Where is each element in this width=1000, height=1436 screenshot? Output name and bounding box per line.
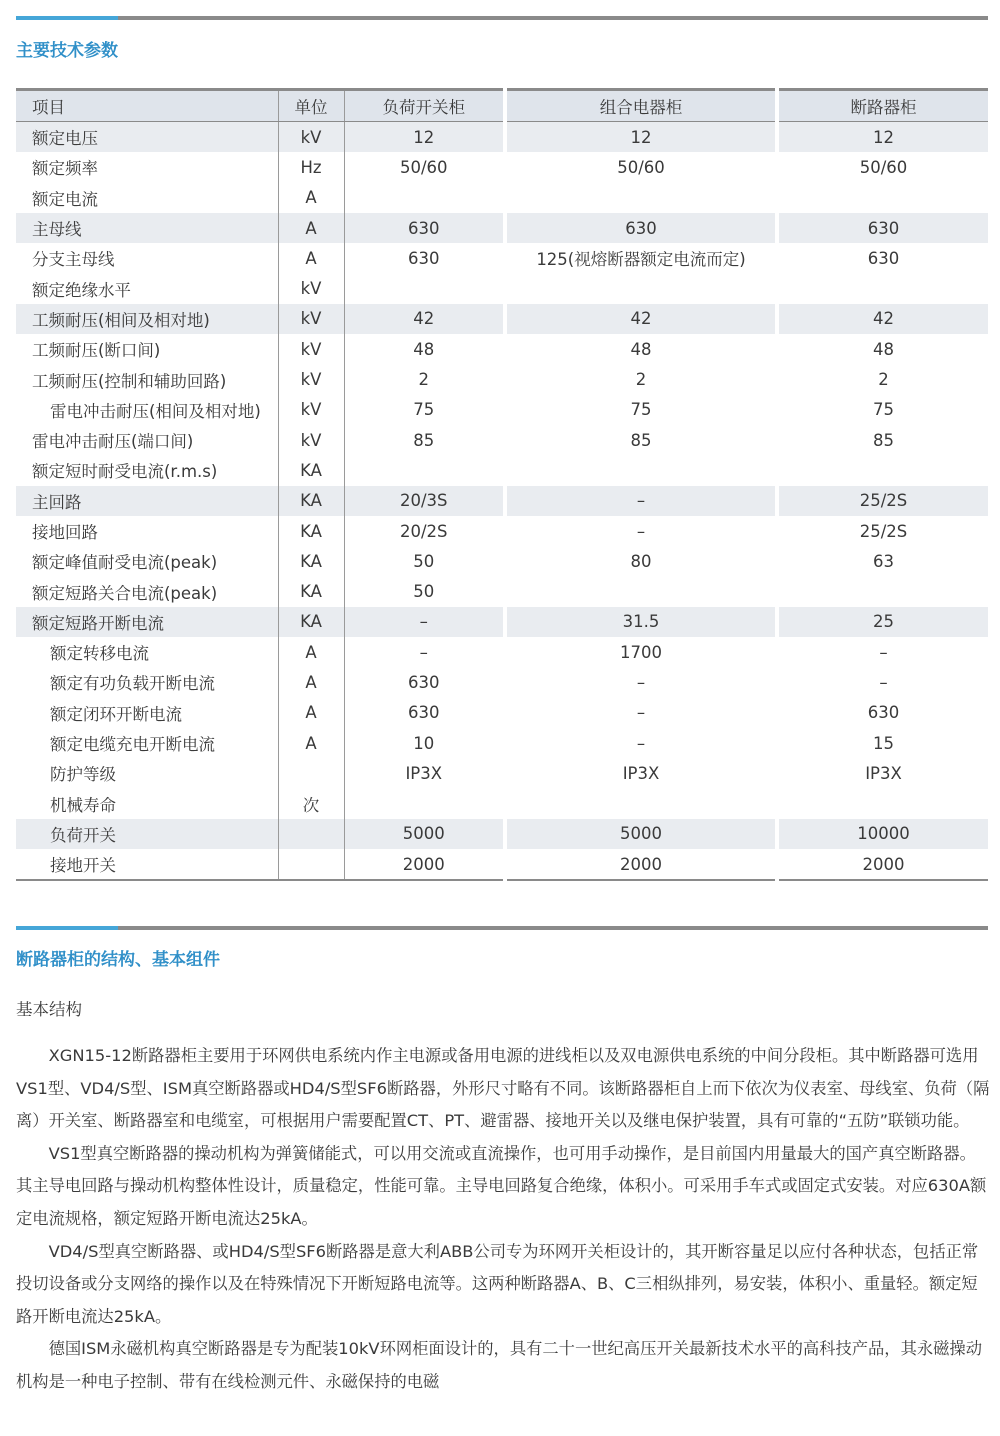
header-unit: 单位: [278, 90, 344, 122]
table-row: [16, 243, 988, 273]
row-value-combined: 75: [505, 395, 777, 425]
header-breaker-cabinet: 断路器柜: [777, 90, 988, 122]
row-unit: A: [278, 728, 344, 758]
row-item-label: 分支主母线: [16, 243, 278, 273]
row-value-load-switch: IP3X: [344, 758, 505, 788]
row-value-breaker: 50/60: [859, 157, 908, 177]
row-value-load-switch: 10: [344, 728, 505, 758]
row-item-label: 雷电冲击耐压(相间及相对地): [16, 395, 278, 425]
row-value-load-switch: 2000: [344, 849, 505, 880]
row-value-combined: 2000: [505, 849, 777, 880]
row-value-breaker: 2000: [777, 849, 988, 880]
table-row: [16, 516, 988, 546]
table-row: [16, 334, 988, 364]
row-unit: A: [278, 698, 344, 728]
row-value-load-switch: 630: [344, 213, 505, 243]
header-load-switch-cabinet: 负荷开关柜: [344, 90, 505, 122]
row-value-combined: 80: [505, 546, 777, 576]
row-item-label: 额定短时耐受电流(r.m.s): [16, 455, 278, 485]
row-value-breaker: 2: [878, 370, 889, 390]
table-row: [16, 395, 988, 425]
row-value-breaker: [777, 455, 988, 485]
table-row: [16, 849, 988, 880]
row-value-combined: [505, 789, 777, 819]
row-value-combined: –: [505, 516, 777, 546]
paragraph: VD4/S型真空断路器、或HD4/S型SF6断路器是意大利ABB公司专为环网开关柜设计的，其开断容量足以应付各种状态，包括正常投切设备或分支网络的操作以及在特殊情况下开断短路电流等。这两种断路器A、B、C三相纵排列，易安装，体积小、重量轻。额定短路开断电流达25kA。: [16, 1241, 979, 1326]
row-value-load-switch: 12: [344, 122, 505, 153]
row-value-load-switch: 2: [344, 364, 505, 394]
header-combined-cabinet: 组合电器柜: [505, 90, 777, 122]
row-value-breaker: 25/2S: [859, 521, 908, 541]
subheading-basic-structure: 基本结构: [16, 1000, 82, 1019]
table-row: [16, 213, 988, 243]
row-value-combined: [505, 576, 777, 606]
row-item-label: 防护等级: [16, 758, 278, 788]
row-item-label: 额定频率: [16, 152, 278, 182]
row-value-breaker: 25/2S: [777, 486, 988, 516]
paragraph: 德国ISM永磁机构真空断路器是专为配装10kV环网柜面设计的，具有二十一世纪高压开关最新技术水平的高科技产品，其永磁操动机构是一种电子控制、带有在线检测元件、永磁保持的电磁: [16, 1339, 982, 1391]
row-item-label: 额定短路开断电流: [16, 607, 278, 637]
row-value-load-switch: 630: [344, 667, 505, 697]
row-value-load-switch: 50: [344, 546, 505, 576]
section2-rule: [16, 926, 988, 930]
table-row: [16, 698, 988, 728]
row-value-breaker: 25: [777, 607, 988, 637]
row-item-label: 接地回路: [16, 516, 278, 546]
row-item-label: 工频耐压(相间及相对地): [16, 304, 278, 334]
row-value-combined: 125(视熔断器额定电流而定): [505, 243, 777, 273]
row-value-load-switch: [344, 273, 505, 303]
table-row: [16, 455, 988, 485]
row-item-label: 额定转移电流: [16, 637, 278, 667]
row-value-combined: –: [505, 667, 777, 697]
top-rule-accent: [16, 16, 118, 20]
row-value-breaker: 12: [777, 122, 988, 153]
row-unit: kV: [278, 425, 344, 455]
row-unit: A: [278, 243, 344, 273]
table-row: [16, 667, 988, 697]
row-value-load-switch: 630: [344, 698, 505, 728]
row-value-combined: 42: [505, 304, 777, 334]
row-value-breaker: 630: [867, 248, 900, 268]
row-unit: kV: [278, 122, 344, 153]
table-row: [16, 122, 988, 153]
table-row: [16, 819, 988, 849]
row-item-label: 工频耐压(控制和辅助回路): [16, 364, 278, 394]
row-value-breaker: 630: [777, 213, 988, 243]
row-value-combined: 1700: [505, 637, 777, 667]
row-unit: KA: [278, 546, 344, 576]
row-unit: KA: [278, 486, 344, 516]
row-value-combined: –: [505, 698, 777, 728]
row-value-combined: 85: [505, 425, 777, 455]
section-title-specs: 主要技术参数: [16, 41, 118, 61]
table-row: [16, 758, 988, 788]
row-value-load-switch: 5000: [344, 819, 505, 849]
row-value-combined: 630: [505, 213, 777, 243]
row-value-combined: 31.5: [505, 607, 777, 637]
table-row: [16, 576, 988, 606]
row-value-breaker: 42: [777, 304, 988, 334]
row-value-load-switch: 50: [344, 576, 505, 606]
row-item-label: 额定闭环开断电流: [16, 698, 278, 728]
row-value-breaker: [777, 183, 988, 213]
row-value-breaker: –: [879, 642, 888, 662]
row-value-combined: [505, 455, 777, 485]
row-value-load-switch: 630: [344, 243, 505, 273]
row-value-load-switch: 42: [344, 304, 505, 334]
row-unit: kV: [278, 364, 344, 394]
table-row: [16, 486, 988, 516]
row-value-combined: 2: [505, 364, 777, 394]
row-unit: kV: [278, 334, 344, 364]
table-header-row: [16, 90, 988, 122]
table-row: [16, 607, 988, 637]
table-row: [16, 546, 988, 576]
table-row: [16, 152, 988, 182]
row-unit: [278, 819, 344, 849]
row-value-load-switch: [344, 789, 505, 819]
row-value-load-switch: –: [344, 607, 505, 637]
row-unit: [278, 758, 344, 788]
row-value-breaker: 10000: [777, 819, 988, 849]
row-value-combined: –: [505, 486, 777, 516]
row-value-breaker: 48: [873, 339, 894, 359]
top-rule: [16, 16, 988, 20]
row-value-breaker: IP3X: [865, 763, 902, 783]
paragraph: VS1型真空断路器的操动机构为弹簧储能式，可以用交流或直流操作，也可用手动操作，是目前国内用量最大的国产真空断路器。其主导电回路与操动机构整体性设计，质量稳定，性能可靠。主导电回路复合绝缘，体积小。可采用手车式或固定式安装。对应630A额定电流规格，额定短路开断电流达25kA。: [16, 1143, 987, 1228]
row-unit: KA: [278, 516, 344, 546]
row-value-load-switch: 85: [344, 425, 505, 455]
row-value-breaker: [777, 576, 988, 606]
row-item-label: 额定电压: [16, 122, 278, 153]
row-item-label: 额定电缆充电开断电流: [16, 728, 278, 758]
row-unit: kV: [278, 304, 344, 334]
row-value-breaker: 75: [873, 400, 894, 420]
row-value-load-switch: 48: [344, 334, 505, 364]
table-row: [16, 425, 988, 455]
row-value-load-switch: 75: [344, 395, 505, 425]
row-item-label: 额定有功负载开断电流: [16, 667, 278, 697]
row-item-label: 额定电流: [16, 183, 278, 213]
row-value-breaker: 15: [873, 733, 894, 753]
row-unit: 次: [278, 789, 344, 819]
row-value-breaker: 630: [867, 703, 900, 723]
table-row: [16, 637, 988, 667]
row-item-label: 负荷开关: [16, 819, 278, 849]
row-item-label: 额定绝缘水平: [16, 273, 278, 303]
table-row: [16, 789, 988, 819]
row-value-breaker: [777, 273, 988, 303]
row-value-breaker: –: [879, 672, 888, 692]
row-value-load-switch: [344, 183, 505, 213]
row-unit: [278, 849, 344, 880]
row-value-combined: 12: [505, 122, 777, 153]
row-unit: A: [278, 637, 344, 667]
table-row: [16, 183, 988, 213]
row-value-combined: 50/60: [505, 152, 777, 182]
row-value-combined: [505, 183, 777, 213]
row-value-combined: 5000: [505, 819, 777, 849]
body-text: [16, 1040, 990, 1399]
row-item-label: 机械寿命: [16, 789, 278, 819]
row-value-breaker: 85: [873, 430, 894, 450]
row-unit: KA: [278, 576, 344, 606]
paragraph: XGN15-12断路器柜主要用于环网供电系统内作主电源或备用电源的进线柜以及双电源供电系统的中间分段柜。其中断路器可选用VS1型、VD4/S型、ISM真空断路器或HD4/S型SF6断路器，外形尺寸略有不同。该断路器柜自上而下依次为仪表室、母线室、负荷（隔离）开关室、断路器室和电缆室，可根据用户需要配置CT、PT、避雷器、接地开关以及继电保护装置，具有可靠的“五防”联锁功能。: [16, 1046, 990, 1131]
table-row: [16, 728, 988, 758]
row-value-load-switch: –: [344, 637, 505, 667]
table-row: [16, 364, 988, 394]
row-unit: KA: [278, 607, 344, 637]
row-item-label: 雷电冲击耐压(端口间): [16, 425, 278, 455]
row-unit: A: [278, 667, 344, 697]
row-value-combined: IP3X: [505, 758, 777, 788]
row-item-label: 额定短路关合电流(peak): [16, 576, 278, 606]
row-unit: A: [278, 183, 344, 213]
row-unit: kV: [278, 395, 344, 425]
row-unit: KA: [278, 455, 344, 485]
row-value-load-switch: 20/2S: [344, 516, 505, 546]
row-value-combined: [505, 273, 777, 303]
table-row: [16, 304, 988, 334]
row-value-load-switch: [344, 455, 505, 485]
section-title-structure: 断路器柜的结构、基本组件: [16, 950, 220, 970]
row-value-breaker: [777, 789, 988, 819]
row-value-load-switch: 50/60: [344, 152, 505, 182]
row-value-load-switch: 20/3S: [344, 486, 505, 516]
row-item-label: 接地开关: [16, 849, 278, 880]
row-value-combined: 48: [505, 334, 777, 364]
row-item-label: 额定峰值耐受电流(peak): [16, 546, 278, 576]
row-item-label: 工频耐压(断口间): [16, 334, 278, 364]
table-row: [16, 273, 988, 303]
row-value-breaker: 63: [873, 551, 894, 571]
row-unit: kV: [278, 273, 344, 303]
row-unit: A: [278, 213, 344, 243]
spec-table: [16, 88, 988, 881]
row-item-label: 主回路: [16, 486, 278, 516]
row-unit: Hz: [278, 152, 344, 182]
row-value-combined: –: [505, 728, 777, 758]
section2-rule-accent: [16, 926, 118, 930]
row-item-label: 主母线: [16, 213, 278, 243]
header-item: 项目: [16, 90, 278, 122]
